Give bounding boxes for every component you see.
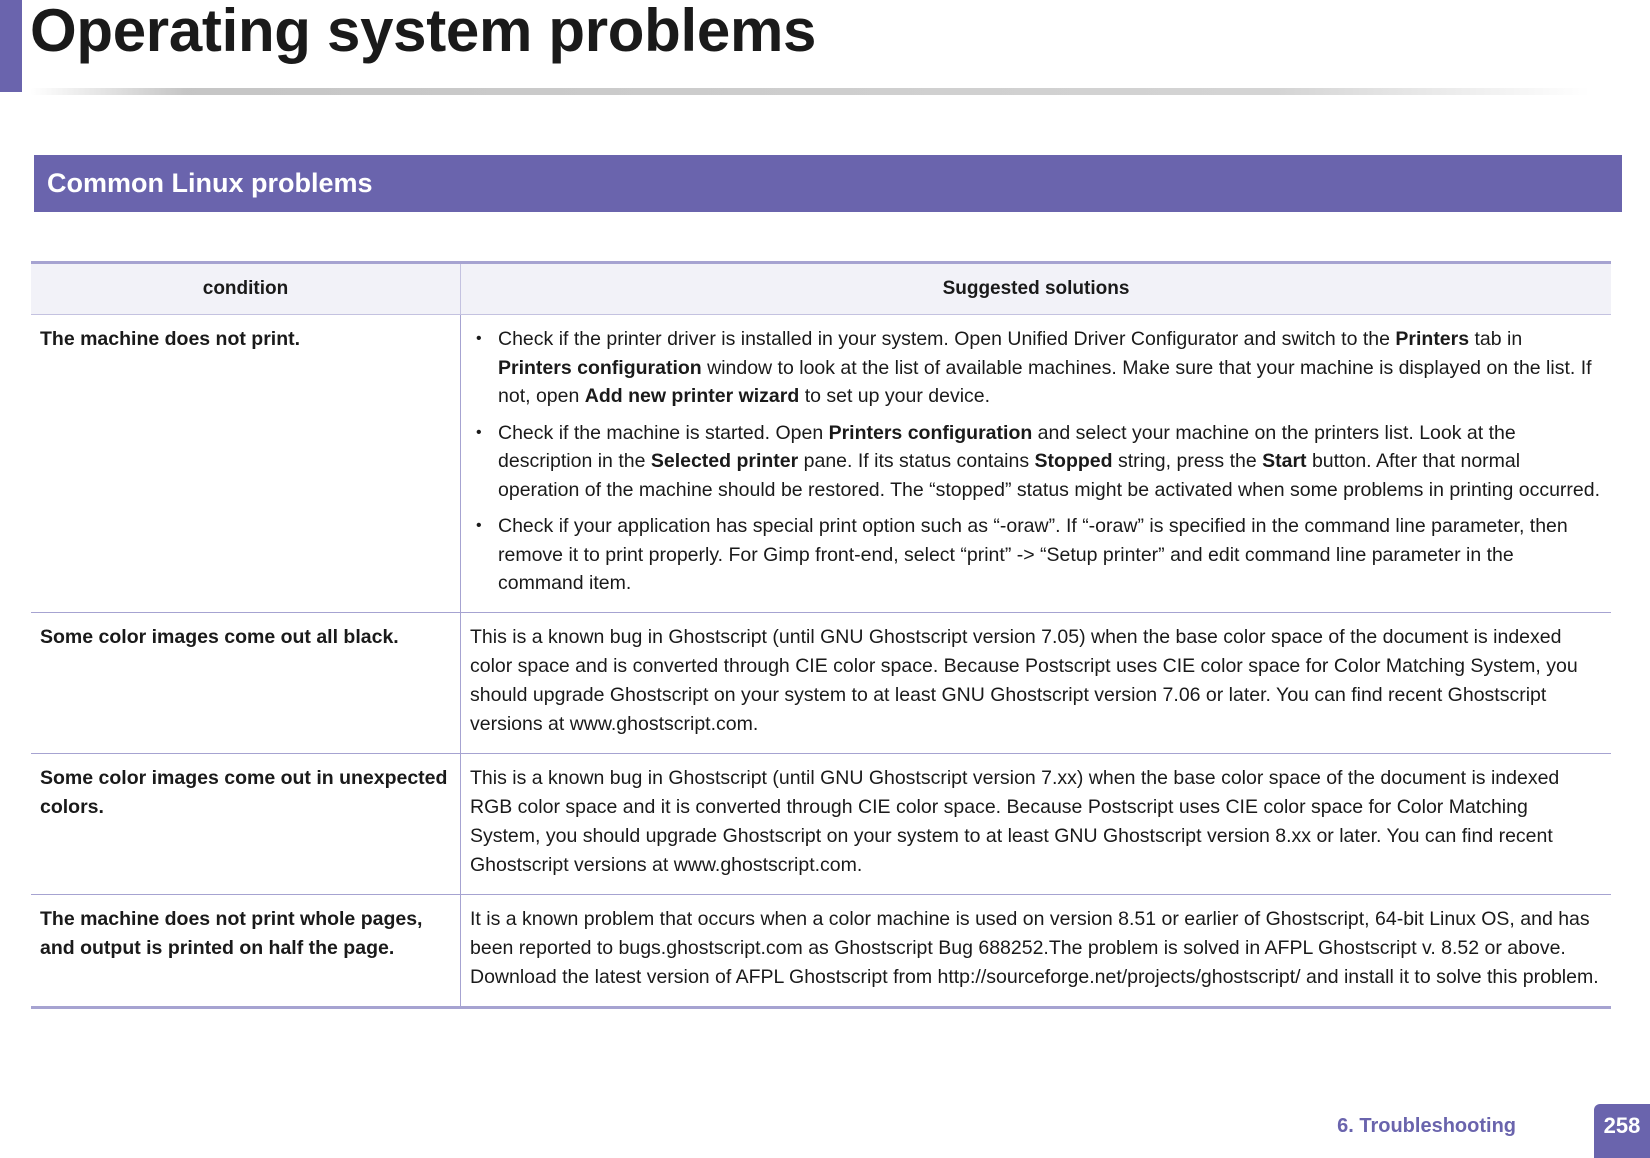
table-row	[31, 753, 1611, 894]
condition-cell: The machine does not print whole pages, and output is printed on half the page.	[31, 894, 461, 1007]
solution-text: Check if the printer driver is installed in your system. Open Unified Driver Configurator and switch to the Printers tab in Printers configuration window to look at the list of available machines. Make sure that your machine is displayed on the list. If not, open Add new printer wizard to set up your device.	[498, 328, 1592, 407]
solution-cell: This is a known bug in Ghostscript (until GNU Ghostscript version 7.05) when the base color space of the document is indexed color space and is converted through CIE color space. Because Postscript uses CIE color space for Color Matching System, you should upgrade Ghostscript on your system to at least GNU Ghostscript version 7.06 or later. You can find recent Ghostscript versions at www.ghostscript.com.	[461, 612, 1612, 753]
solution-bullet-list	[470, 325, 1601, 598]
table-row	[31, 894, 1611, 1007]
table-row	[31, 612, 1611, 753]
condition-cell: Some color images come out in unexpected colors.	[31, 753, 461, 894]
ui-term: Add new printer wizard	[584, 385, 800, 407]
solution-bullet	[470, 325, 1601, 411]
ui-term: Printers configuration	[498, 356, 702, 379]
ui-term: Printers configuration	[828, 421, 1033, 444]
title-divider	[30, 88, 1590, 95]
condition-cell: The machine does not print.	[31, 315, 461, 613]
solution-text: Check if your application has special print option such as “-oraw”. If “-oraw” is specified in the command line parameter, then remove it to print properly. For Gimp front-end, select “print” -> “Setup printer” and edit command line parameter in the command item.	[498, 515, 1568, 594]
ui-term: Stopped	[1034, 450, 1113, 472]
table-header-row	[31, 263, 1611, 315]
column-header-solutions: Suggested solutions	[461, 263, 1612, 315]
table-row	[31, 315, 1611, 613]
page-number: 258	[1594, 1104, 1650, 1158]
title-accent-bar	[0, 0, 22, 92]
ui-term: Printers	[1395, 328, 1470, 350]
footer-chapter: 6. Troubleshooting	[1337, 1115, 1516, 1137]
solution-bullet	[470, 512, 1601, 598]
section-banner	[34, 155, 1622, 212]
solution-cell: This is a known bug in Ghostscript (until GNU Ghostscript version 7.xx) when the base color space of the document is indexed RGB color space and it is converted through CIE color space. Because Postscript uses CIE color space for Color Matching System, you should upgrade Ghostscript on your system to at least GNU Ghostscript version 8.xx or later. You can find recent Ghostscript versions at www.ghostscript.com.	[461, 753, 1612, 894]
section-title: Common Linux problems	[47, 168, 373, 198]
condition-cell: Some color images come out all black.	[31, 612, 461, 753]
linux-problems-table	[31, 261, 1611, 1009]
solution-text: Check if the machine is started. Open Printers configuration and select your machine on the printers list. Look at the description in the Selected printer pane. If its status contains Stopped string, press the Start button. After that normal operation of the machine should be restored. The “stopped” status might be activated when some problems in printing occurred.	[498, 421, 1601, 501]
ui-term: Start	[1262, 450, 1307, 472]
page-title: Operating system problems	[30, 0, 817, 64]
solution-cell	[461, 315, 1612, 613]
column-header-condition: condition	[31, 263, 461, 315]
solution-cell: It is a known problem that occurs when a color machine is used on version 8.51 or earlier of Ghostscript, 64-bit Linux OS, and has been reported to bugs.ghostscript.com as Ghostscript Bug 688252.The problem is solved in AFPL Ghostscript v. 8.52 or above. Download the latest version of AFPL Ghostscript from http://sourceforge.net/projects/ghostscript/ and install it to solve this problem.	[461, 894, 1612, 1007]
ui-term: Selected printer	[650, 450, 799, 472]
solution-bullet	[470, 419, 1601, 505]
